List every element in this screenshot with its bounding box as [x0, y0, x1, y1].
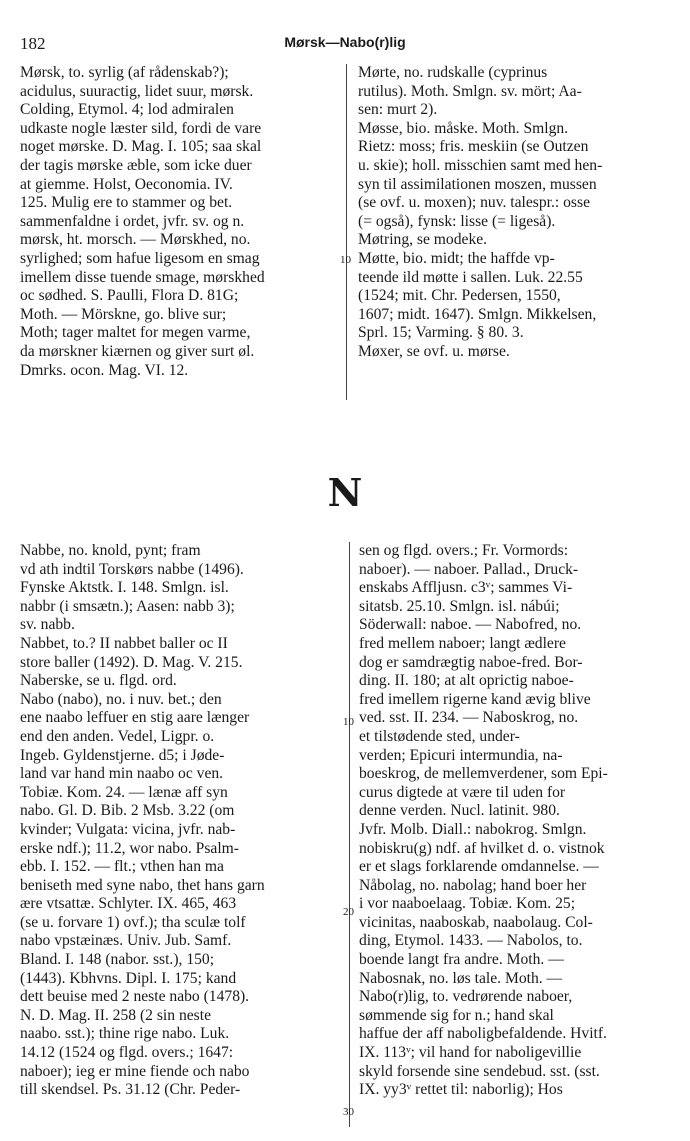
text-line: Nabbe, no. knold, pynt; fram: [20, 542, 201, 559]
text-line: Møtte, bio. midt; the haffde vp-: [358, 249, 555, 267]
text-line: udkaste nogle læster sild, fordi de vare: [20, 119, 262, 137]
text-line: teende ild møtte i sallen. Luk. 22.55: [358, 268, 583, 286]
text-line: Bland. I. 148 (nabor. sst.), 150;: [20, 951, 215, 969]
text-line: Nabosnak, no. løs tale. Moth. —: [359, 969, 563, 987]
text-line: sammenfaldne i ordet, jvfr. sv. og n.: [20, 212, 245, 230]
text-line: at giemme. Holst, Oeconomia. IV.: [20, 175, 233, 193]
text-line: IX. 113ᵛ; vil hand for naboligevillie: [359, 1044, 582, 1062]
text-line: Dmrks. ocon. Mag. VI. 12.: [20, 361, 189, 379]
text-line: noget mørske. D. Mag. I. 105; saa skal: [20, 138, 262, 156]
text-line: haffue der aff naboligbefaldende. Hvitf.: [359, 1025, 607, 1043]
text-line: syrlighed; som hafue ligesom en smag: [20, 249, 260, 267]
text-line: kvinder; Vulgata: vicina, jvfr. nab-: [20, 820, 236, 838]
text-line: Mørte, no. rudskalle (cyprinus: [358, 64, 548, 81]
text-line: Møtring, se modeke.: [358, 231, 488, 249]
text-line: Nabo(r)lig, to. vedrørende naboer,: [359, 988, 573, 1006]
text-line: Mørsk, to. syrlig (af rådenskab?);: [20, 64, 229, 81]
line-number: 20: [343, 906, 354, 918]
text-line: fred imellem rigerne kand ævig blive: [359, 690, 591, 708]
text-line: fred mellem naboer; langt ædlere: [359, 634, 566, 652]
text-line: erske ndf.); 11.2, wor nabo. Psalm-: [20, 839, 239, 857]
text-line: sen og flgd. overs.; Fr. Vormords:: [359, 542, 569, 559]
text-line: naboer); ieg er mine fiende och nabo: [20, 1062, 250, 1080]
text-line: nobiskru(g) ndf. af hvilket d. o. vistnok: [359, 839, 605, 857]
text-line: Rietz: moss; fris. meskiin (se Outzen: [358, 138, 589, 156]
text-line: vd ath indtil Torskørs nabbe (1496).: [20, 560, 244, 578]
text-line: dog er samdrægtig naboe-fred. Bor-: [359, 653, 583, 671]
text-line: mørsk, ht. morsch. — Mørskhed, no.: [20, 231, 251, 249]
text-line: land var hand min naabo oc ven.: [20, 765, 224, 783]
column-divider-bottom: [349, 542, 350, 1127]
text-line: sv. nabb.: [20, 616, 75, 634]
text-line: nabbr (i smsætn.); Aasen: nabb 3);: [20, 597, 235, 615]
column-top-right: [358, 64, 673, 362]
text-line: der tagis mørske æble, som icke duer: [20, 156, 252, 174]
text-line: Tobiæ. Kom. 24. — lænæ aff syn: [20, 783, 228, 801]
text-line: Moth; tager maltet for megen varme,: [20, 324, 251, 342]
text-line: sen: murt 2).: [358, 101, 438, 119]
text-line: 14.12 (1524 og flgd. overs.; 1647:: [20, 1044, 234, 1062]
text-line: ene naabo leffuer en stig aare længer: [20, 709, 250, 727]
text-line: nabo vpstæinæs. Univ. Jub. Samf.: [20, 932, 232, 950]
line-number: 30: [343, 1106, 354, 1118]
text-line: vicinitas, naaboskab, naabolaug. Col-: [359, 913, 593, 931]
text-line: (= også), fynsk: lisse (= ligeså).: [358, 212, 556, 230]
page-number: 182: [20, 34, 46, 53]
text-line: Jvfr. Molb. Diall.: nabokrog. Smlgn.: [359, 820, 587, 838]
text-line: sømmende sig for n.; hand skal: [359, 1006, 554, 1024]
column-top-left: [20, 64, 336, 380]
text-line: N. D. Mag. II. 258 (2 sin neste: [20, 1006, 211, 1024]
text-line: (se u. forvare 1) ovf.); tha sculæ tolf: [20, 913, 246, 931]
text-line: Colding, Etymol. 4; lod admiralen: [20, 101, 234, 119]
text-line: ding, Etymol. 1433. — Nabolos, to.: [359, 932, 583, 950]
text-line: denne verden. Nucl. latinit. 980.: [359, 802, 560, 820]
text-line: dett beuise med 2 neste nabo (1478).: [20, 988, 250, 1006]
text-line: 1607; midt. 1647). Smlgn. Mikkelsen,: [358, 305, 597, 323]
line-number: 10: [340, 254, 351, 266]
text-line: Söderwall: naboe. — Nabofred, no.: [359, 616, 582, 634]
text-line: Nabbet, to.? II nabbet baller oc II: [20, 634, 228, 652]
text-line: Møsse, bio. måske. Moth. Smlgn.: [358, 119, 569, 137]
text-line: verden; Epicuri intermundia, na-: [359, 746, 563, 764]
text-line: i vor naaboelaag. Tobiæ. Kom. 25;: [359, 895, 576, 913]
text-line: IX. yy3ᵛ rettet til: naborlig); Hos: [359, 1081, 563, 1099]
column-bottom-left: [20, 542, 336, 1100]
text-line: till skendsel. Ps. 31.12 (Chr. Peder-: [20, 1081, 241, 1099]
text-line: skyld forsende sine sendebud. sst. (sst.: [359, 1062, 600, 1080]
text-line: oc sødhed. S. Paulli, Flora D. 81G;: [20, 287, 239, 305]
text-line: Ingeb. Gyldenstjerne. d5; i Jøde-: [20, 746, 225, 764]
text-line: ding. II. 180; at alt oprictig naboe-: [359, 672, 574, 690]
text-line: Sprl. 15; Varming. § 80. 3.: [358, 324, 524, 342]
text-line: nabo. Gl. D. Bib. 2 Msb. 3.22 (om: [20, 802, 235, 820]
text-line: acidulus, suuractig, lidet suur, mørsk.: [20, 82, 254, 100]
text-line: (se ovf. u. moxen); nuv. talespr.: osse: [358, 194, 590, 212]
text-line: ved. sst. II. 234. — Naboskrog, no.: [359, 709, 579, 727]
text-line: 125. Mulig ere to stammer og bet.: [20, 194, 233, 212]
text-line: er et slags forklarende omdannelse. —: [359, 858, 599, 876]
text-line: end den anden. Vedel, Ligpr. o.: [20, 727, 215, 745]
text-line: Møxer, se ovf. u. mørse.: [358, 342, 510, 360]
running-head: Mørsk—Nabo(r)lig: [284, 34, 406, 50]
text-line: store baller (1492). D. Mag. V. 215.: [20, 653, 243, 671]
text-line: rutilus). Moth. Smlgn. sv. mört; Aa-: [358, 82, 582, 100]
text-line: syn til assimilationen moszen, mussen: [358, 175, 597, 193]
text-line: (1524; mit. Chr. Pedersen, 1550,: [358, 287, 561, 305]
column-divider-top: [346, 64, 347, 400]
column-bottom-right: [359, 542, 672, 1100]
text-line: (1443). Kbhvns. Dipl. I. 175; kand: [20, 969, 237, 987]
text-line: beniseth med syne nabo, thet hans garn: [20, 876, 265, 894]
text-line: boende langt fra andre. Moth. —: [359, 951, 564, 969]
section-letter: N: [327, 470, 363, 515]
text-line: Naberske, se u. flgd. ord.: [20, 672, 177, 690]
text-line: curus digtede at være til uden for: [359, 783, 566, 801]
text-line: ebb. I. 152. — flt.; vthen han ma: [20, 858, 224, 876]
text-line: naboer). — naboer. Pallad., Druck-: [359, 560, 579, 578]
text-line: da mørskner kiærnen og giver surt øl.: [20, 342, 255, 360]
text-line: et tilstødende sted, under-: [359, 727, 520, 745]
line-number: 10: [343, 716, 354, 728]
text-line: u. skie); holl. misschien samt med hen-: [358, 156, 603, 174]
text-line: Fynske Aktstk. I. 148. Smlgn. isl.: [20, 579, 229, 597]
text-line: sitatsb. 25.10. Smlgn. isl. nábúi;: [359, 597, 560, 615]
text-line: Nabo (nabo), no. i nuv. bet.; den: [20, 690, 222, 708]
text-line: Moth. — Mörskne, go. blive sur;: [20, 305, 227, 323]
text-line: enskabs Affljusn. c3ᵛ; sammes Vi-: [359, 579, 573, 597]
text-line: naabo. sst.); thine rige nabo. Luk.: [20, 1025, 230, 1043]
text-line: boeskrog, de mellemverdener, som Epi-: [359, 765, 608, 783]
text-line: ære vtsattæ. Schlyter. IX. 465, 463: [20, 895, 237, 913]
text-line: imellem disse tuende smage, mørskhed: [20, 268, 265, 286]
text-line: Nåbolag, no. nabolag; hand boer her: [359, 876, 587, 894]
